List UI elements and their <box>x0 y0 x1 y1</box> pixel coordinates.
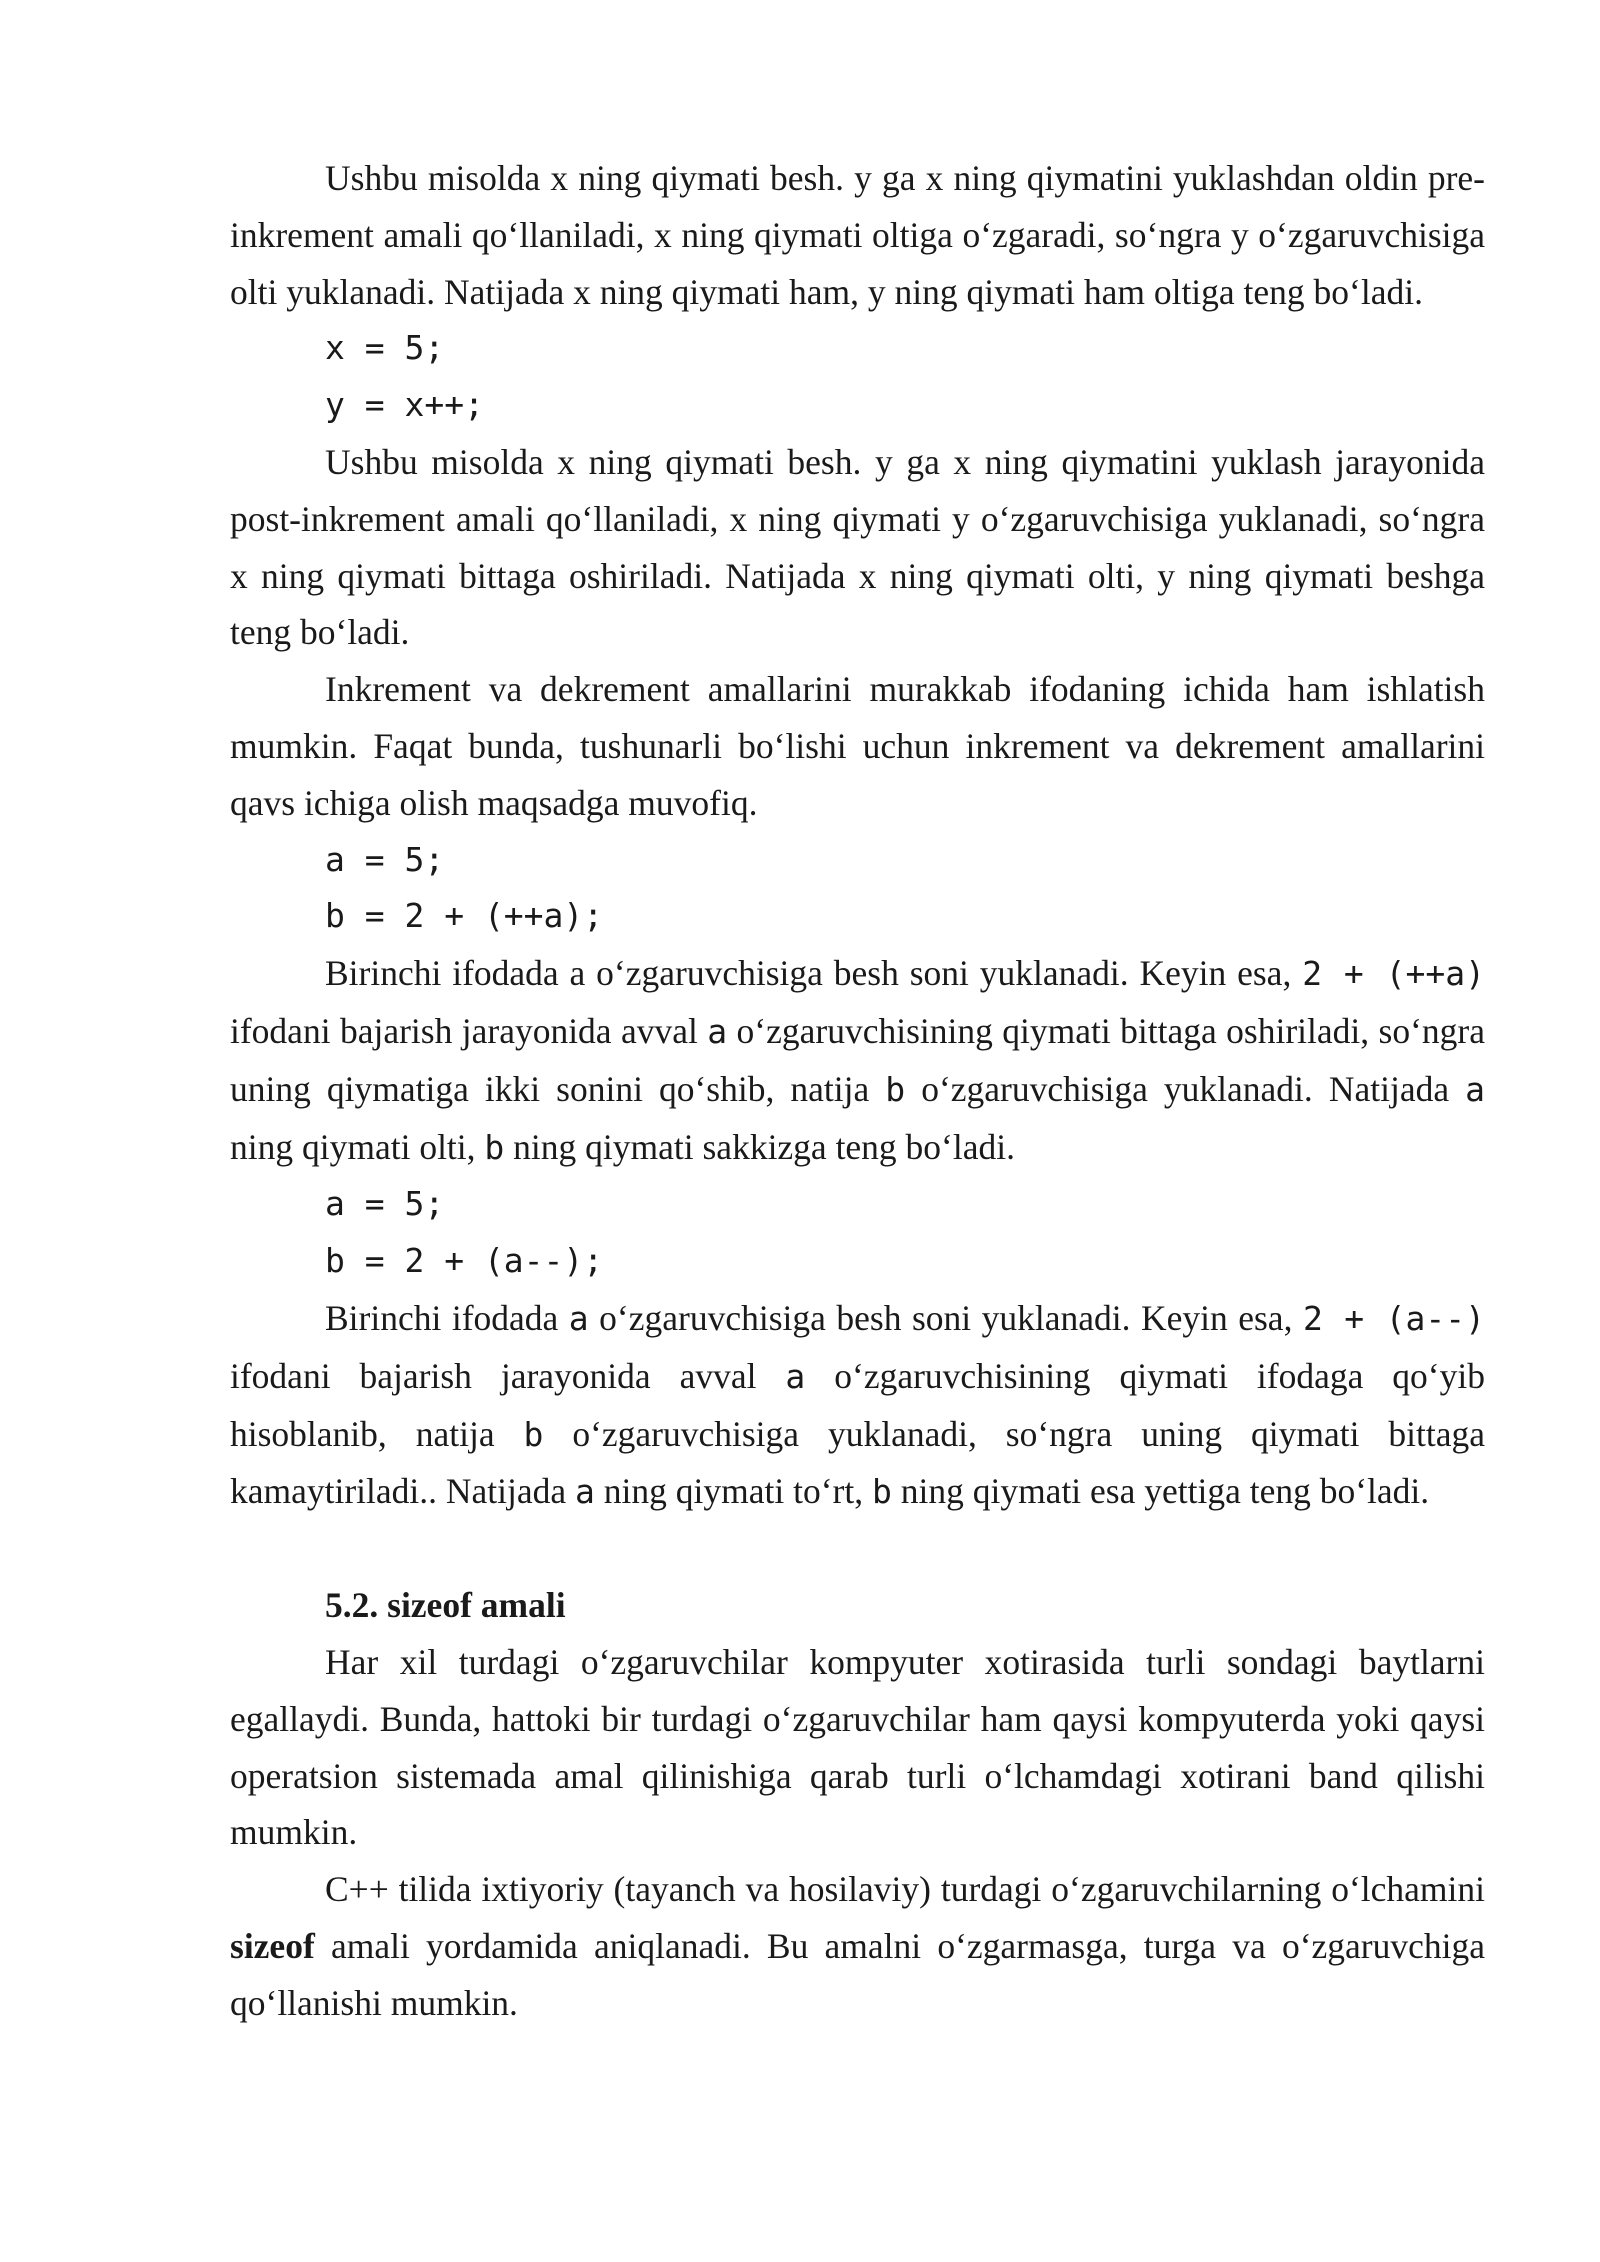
text-span: ifodani bajarish jarayonida avval <box>230 1355 786 1396</box>
inline-code: a <box>1465 1069 1485 1109</box>
text-span: amali yordamida aniqlanadi. Bu amalni o‘zgarmasga, turga va o‘zgaruvchiga qo‘llanishi mumkin. <box>230 1925 1485 2023</box>
code-line: b = 2 + (a--); <box>325 1241 604 1281</box>
text-span: o‘zgaruvchisiga besh soni yuklanadi. Keyin esa, <box>588 1297 1303 1338</box>
paragraph-post-increment: Ushbu misolda x ning qiymati besh. y ga x ning qiymatini yuklash jarayonida post-inkrement amali qo‘llaniladi, x ning qiymati y o‘zgaruvchisiga yuklanadi, so‘ngra x ning qiymati bittaga oshiriladi. Natijada x ning qiymati olti, y ning qiymati beshga teng bo‘ladi. <box>230 441 1485 653</box>
text-span: Birinchi ifodada <box>325 1297 569 1338</box>
text-span: ifodani bajarish jarayonida avval <box>230 1010 708 1051</box>
text-span: ning qiymati sakkizga teng bo‘ladi. <box>504 1126 1015 1167</box>
paragraph-pre-increment: Ushbu misolda x ning qiymati besh. y ga x ning qiymatini yuklashdan oldin pre-inkrement amali qo‘llaniladi, x ning qiymati oltiga o‘zgaradi, so‘ngra y o‘zgaruvchisiga olti yuklanadi. Natijada x ning qiymati ham, y ning qiymati ham oltiga teng bo‘ladi. <box>230 158 1485 312</box>
code-line: b = 2 + (++a); <box>325 896 604 936</box>
text-span: ning qiymati to‘rt, <box>594 1471 872 1512</box>
inline-code: a <box>785 1356 806 1396</box>
document-page <box>230 150 1485 2032</box>
code-line: a = 5; <box>325 839 445 879</box>
text-span: o‘zgaruvchisining qiymati ifodaga qo‘yib hisoblanib, natija <box>230 1355 1485 1454</box>
code-line: x = 5; <box>325 328 445 368</box>
text-span: o‘zgaruvchisiga yuklanadi, so‘ngra uning qiymati bittaga kamaytiriladi.. Natijada <box>230 1413 1486 1512</box>
inline-code: 2 + (++a) <box>1302 954 1485 994</box>
paragraph-complex-expression: Inkrement va dekrement amallarini murakkab ifodaning ichida ham ishlatish mumkin. Faqat bunda, tushunarli bo‘lishi uchun inkrement va dekrement amallarini qavs ichiga olish maqsadga muvofiq. <box>230 669 1485 823</box>
text-span: o‘zgaruvchisining qiymati bittaga oshiriladi, so‘ngra uning qiymatiga ikki sonini qo‘shib, natija <box>230 1010 1485 1109</box>
paragraph-memory-size: Har xil turdagi o‘zgaruvchilar kompyuter xotirasida turli sondagi baytlarni egallaydi. Bunda, hattoki bir turdagi o‘zgaruvchilar ham qaysi kompyuterda yoki qaysi operatsion sistemada amal qilinishiga qarab turli o‘lchamdagi xotirani band qilishi mumkin. <box>230 1641 1485 1853</box>
inline-code: b <box>885 1069 906 1109</box>
paragraph-pre-increment-example <box>230 945 1485 1176</box>
text-span: o‘zgaruvchisiga yuklanadi. Natijada <box>905 1068 1466 1109</box>
inline-code: a <box>568 1298 589 1338</box>
text-span: C++ tilida ixtiyoriy (tayanch va hosilaviy) turdagi o‘zgaruvchilarning o‘lchamini <box>325 1869 1485 1910</box>
inline-code: 2 + (a--) <box>1302 1298 1485 1338</box>
inline-code: b <box>871 1472 892 1512</box>
paragraph-sizeof <box>230 1861 1485 2031</box>
code-line: y = x++; <box>325 385 484 425</box>
code-line: a = 5; <box>325 1184 445 1224</box>
inline-code: a <box>575 1472 595 1512</box>
section-heading: 5.2. sizeof amali <box>325 1585 566 1626</box>
text-span: Birinchi ifodada a o‘zgaruvchisiga besh soni yuklanadi. Keyin esa, <box>325 953 1303 994</box>
inline-code: a <box>707 1011 728 1051</box>
paragraph-post-decrement-example <box>230 1290 1485 1521</box>
text-span: ning qiymati olti, <box>230 1126 485 1167</box>
inline-code: b <box>523 1414 544 1454</box>
inline-code: b <box>484 1127 505 1167</box>
text-span: ning qiymati esa yettiga teng bo‘ladi. <box>891 1471 1430 1512</box>
bold-keyword: sizeof <box>230 1925 315 1966</box>
